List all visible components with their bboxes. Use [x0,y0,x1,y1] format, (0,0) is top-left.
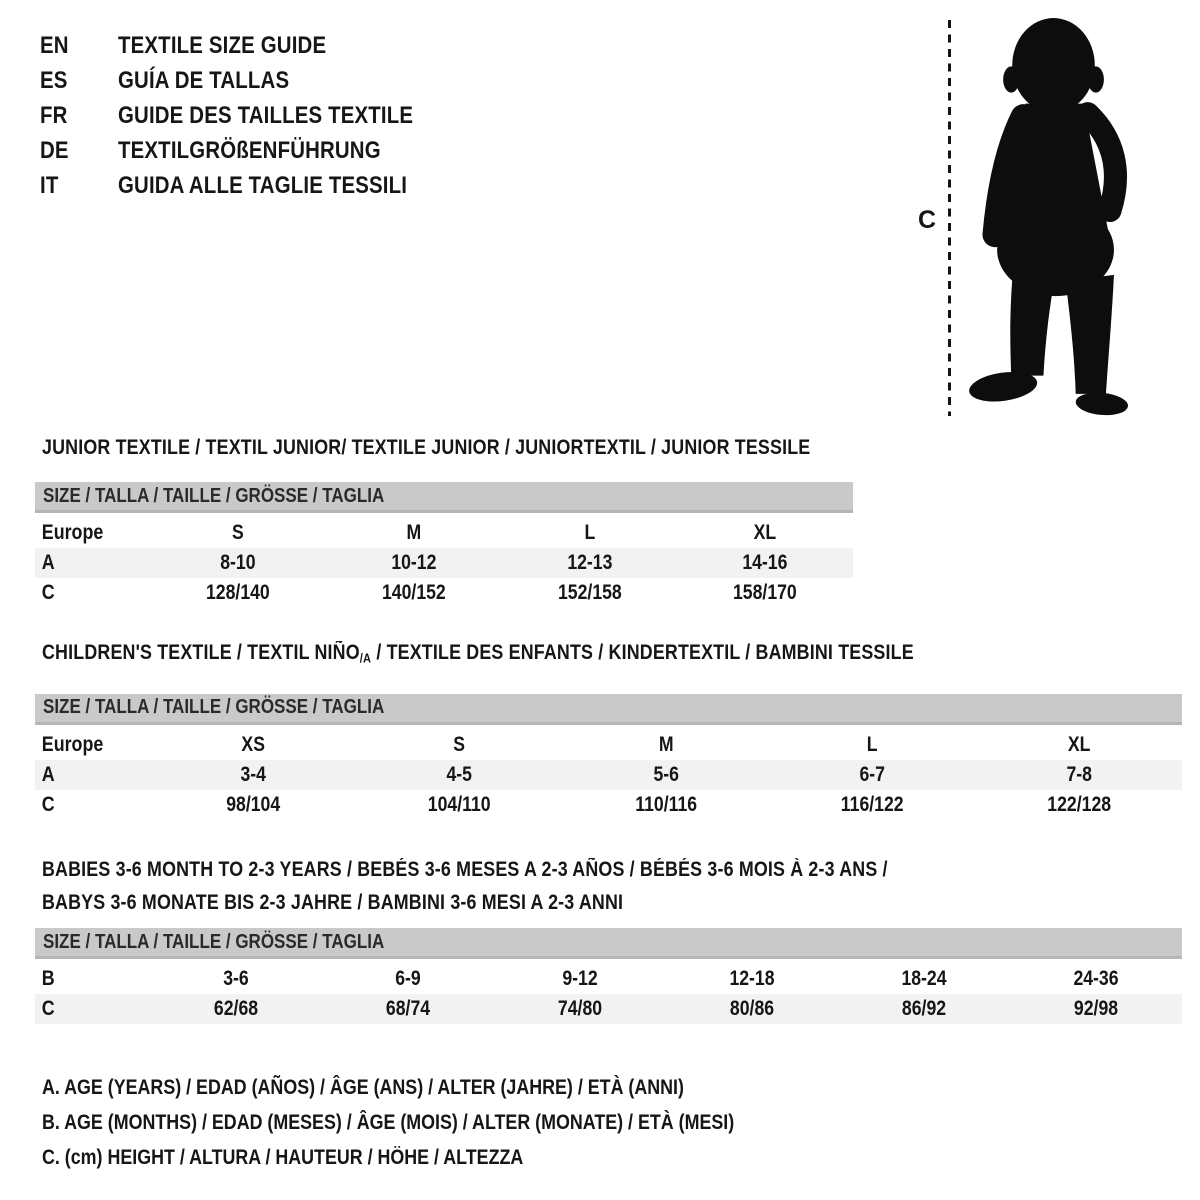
heading-line-1: BABIES 3-6 MONTH TO 2-3 YEARS / BEBÉS 3-6 MESES A 2-3 AÑOS / BÉBÉS 3-6 MOIS À 2-3 ANS / [42,858,888,881]
size-table-header-bar [35,482,853,513]
height-measure-label: C [918,206,937,234]
size-cell: 80/86 [729,997,775,1020]
legend-line-a [42,1070,856,1105]
size-cell: 98/104 [226,792,281,816]
junior-table-rows [35,518,853,608]
size-cell: 8-10 [220,551,256,574]
size-cell: 4-5 [446,762,473,786]
size-cell: 110/116 [635,792,697,816]
language-code: FR [40,101,68,129]
row-label: C [41,997,55,1020]
height-dashed-line [948,20,951,416]
size-cell: 6-9 [395,967,421,990]
row-label: C [41,792,55,816]
height-measure-figure [890,0,1200,432]
size-cell: M [658,732,674,756]
size-cell: XL [753,521,777,544]
size-cell: 92/98 [1073,997,1119,1020]
language-code: ES [40,66,68,94]
size-cell: XL [1067,732,1091,756]
row-label: B [41,967,55,990]
legend-text: B. AGE (MONTHS) / EDAD (MESES) / ÂGE (MOIS) / ALTER (MONATE) / ETÀ (MESI) [42,1110,735,1134]
legend-text: C. (cm) HEIGHT / ALTURA / HAUTEUR / HÖHE / ALTEZZA [42,1145,524,1169]
legend-text: A. AGE (YEARS) / EDAD (AÑOS) / ÂGE (ANS) / ALTER (JAHRE) / ETÀ (ANNI) [42,1075,684,1099]
table-row [35,994,1182,1024]
size-table-header-bar [35,694,1182,725]
size-cell: 3-6 [223,967,249,990]
language-title: GUÍA DE TALLAS [118,66,290,94]
junior-textile-section [35,436,853,608]
size-cell: 128/140 [205,581,270,604]
language-code: IT [40,171,59,199]
language-row-fr [40,98,465,133]
row-label: C [41,581,55,604]
size-header-label: SIZE / TALLA / TAILLE / GRÖSSE / TAGLIA [43,484,385,507]
table-row [35,518,853,548]
children-size-table [35,694,1182,820]
language-row-de [40,133,465,168]
size-cell: 152/158 [557,581,622,604]
row-label: Europe [41,521,104,544]
size-cell: 10-12 [391,551,437,574]
babies-section [35,853,1182,1024]
language-title: GUIDA ALLE TAGLIE TESSILI [118,171,408,199]
toddler-silhouette-icon [962,13,1140,419]
size-header-label: SIZE / TALLA / TAILLE / GRÖSSE / TAGLIA [43,930,385,953]
size-cell: 74/80 [557,997,603,1020]
size-header-label: SIZE / TALLA / TAILLE / GRÖSSE / TAGLIA [43,696,385,719]
size-cell: 62/68 [213,997,259,1020]
junior-section-heading: JUNIOR TEXTILE / TEXTIL JUNIOR/ TEXTILE JUNIOR / JUNIORTEXTIL / JUNIOR TESSILE [42,436,811,459]
row-label: A [41,762,55,786]
language-title: GUIDE DES TAILLES TEXTILE [118,101,414,129]
size-cell: L [866,732,878,756]
heading-text: / TEXTILE DES ENFANTS / KINDERTEXTIL / BAMBINI TESSILE [371,641,914,664]
legend-line-c [42,1140,856,1175]
size-cell: 9-12 [562,967,598,990]
size-cell: 116/122 [840,792,904,816]
babies-table-rows [35,964,1182,1024]
language-row-en [40,28,465,63]
language-code: EN [40,31,69,59]
size-cell: 104/110 [428,792,491,816]
table-row [35,760,1182,790]
language-title: TEXTILE SIZE GUIDE [118,31,327,59]
children-table-rows [35,730,1182,820]
table-row [35,578,853,608]
row-label: A [41,551,55,574]
row-label: Europe [41,732,104,756]
children-textile-section [35,641,1182,820]
size-cell: 86/92 [901,997,947,1020]
table-row [35,548,853,578]
table-row [35,964,1182,994]
size-cell: 6-7 [859,762,886,786]
babies-size-table [35,928,1182,1024]
size-cell: 68/74 [385,997,431,1020]
size-cell: 18-24 [901,967,947,990]
size-cell: 14-16 [742,551,788,574]
heading-text: CHILDREN'S TEXTILE / TEXTIL NIÑO [42,641,360,664]
size-cell: S [231,521,244,544]
language-row-it [40,168,465,203]
table-row [35,730,1182,760]
size-cell: 122/128 [1046,792,1111,816]
size-cell: S [453,732,466,756]
language-row-es [40,63,465,98]
size-cell: L [583,521,595,544]
size-cell: 24-36 [1073,967,1119,990]
heading-line-2: BABYS 3-6 MONATE BIS 2-3 JAHRE / BAMBINI 3-6 MESI A 2-3 ANNI [42,891,624,914]
legend-line-b [42,1105,856,1140]
language-code: DE [40,136,69,164]
language-title-block [40,28,465,203]
size-cell: 158/170 [733,581,798,604]
heading-subscript: /A [359,650,372,666]
language-title: TEXTILGRÖßENFÜHRUNG [118,136,381,164]
size-cell: 12-18 [729,967,775,990]
size-cell: 12-13 [566,551,612,574]
size-cell: XS [241,732,265,756]
babies-section-heading [42,853,1182,919]
size-table-header-bar [35,928,1182,959]
size-cell: 7-8 [1066,762,1092,786]
size-cell: 3-4 [240,762,266,786]
junior-size-table [35,482,853,608]
table-row [35,790,1182,820]
size-cell: 140/152 [381,581,446,604]
size-cell: 5-6 [653,762,679,786]
children-section-heading [42,641,914,671]
measurement-legend [42,1070,856,1175]
size-cell: M [406,521,421,544]
